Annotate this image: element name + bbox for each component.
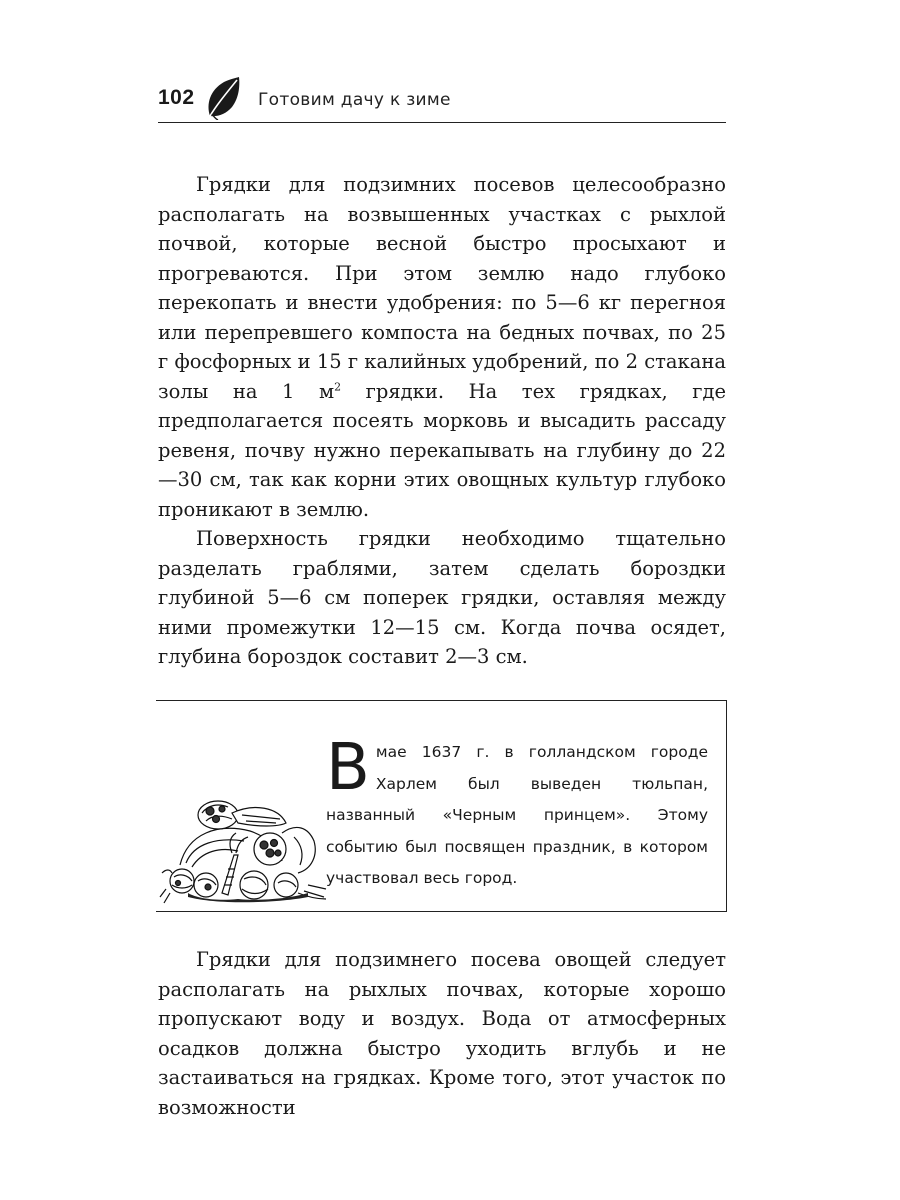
paragraph [158, 170, 726, 524]
paragraph: Грядки для подзимнего посева овощей следует располагать на рыхлых почвах, которые хорошо пропускают воду и воздух. Вода от атмосферных осадков должна быстро уходить вглубь и не застаиваться на грядках. Кроме того, этот участок по возможности [158, 948, 726, 1119]
superscript: 2 [334, 380, 342, 393]
main-text-block-1 [158, 170, 726, 672]
fact-body: мае 1637 г. в голландском городе Харлем был выведен тюльпан, названный «Черным принцем». Этому событию был посвящен праздник, в котором участвовал весь город. [326, 743, 708, 887]
leaf-icon [204, 76, 242, 120]
main-text-block-2 [158, 945, 726, 1122]
fact-box [156, 700, 727, 912]
paragraph: Поверхность грядки необходимо тщательно разделать граблями, затем сделать бороздки глубиной 5—6 см поперек грядки, оставляя между ними промежутки 12—15 см. Когда почва осядет, глубина бороздок составит 2—3 см. [158, 527, 726, 668]
paragraph-text-continued: грядки. На тех грядках, где предполагается посеять морковь и высадить рассаду ревеня, почву нужно перекапывать на глубину до 22—30 см, так как корни этих овощных культур глубоко проникают в землю. [158, 379, 726, 521]
paragraph-text: Грядки для подзимних посевов целесообразно располагать на возвышенных участках с рыхлой почвой, которые весной быстро просыхают и прогреваются. При этом землю надо глубоко перекопать и внести удобрения: по 5—6 кг перегноя или перепревшего компоста на бедных почвах, по 25 г фосфорных и 15 г калийных удобрений, по 2 стакана золы на 1 м [158, 173, 726, 403]
page-header [158, 78, 726, 123]
fact-text [326, 731, 708, 895]
running-title: Готовим дачу к зиме [258, 90, 451, 110]
drop-cap: В [326, 731, 370, 805]
vegetables-illustration [158, 793, 328, 905]
page-number: 102 [158, 86, 195, 109]
